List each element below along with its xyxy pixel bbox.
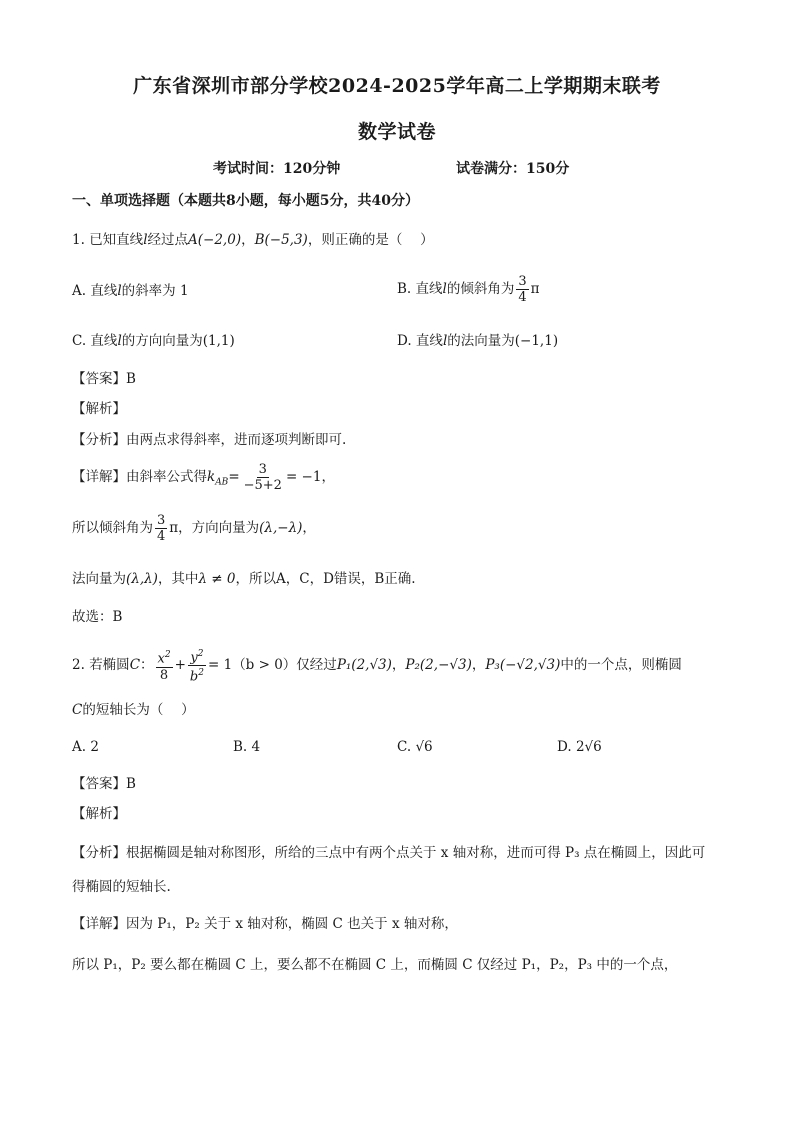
- q2-stem-line2: [72, 700, 195, 720]
- q1-line-symbol: l: [143, 232, 148, 248]
- q1-k-subscript: AB: [215, 477, 229, 488]
- q2-c-symbol: C: [72, 702, 83, 718]
- q1-option-b: [397, 270, 540, 308]
- q1-line2-mid: π，方向向量为: [169, 520, 260, 536]
- q1-option-d: [397, 331, 558, 351]
- q2-detail-1: 【详解】因为 P₁，P₂ 关于 x 轴对称，椭圆 C 也关于 x 轴对称，: [72, 916, 458, 932]
- q2-p3: P₃(−√2,√3): [485, 657, 561, 673]
- q1-answer: 【答案】B: [72, 371, 136, 387]
- q1-point-a: A(−2,0): [188, 232, 242, 248]
- q1-stem-b: 经过点: [147, 232, 189, 248]
- q2-answer: 【答案】B: [72, 776, 136, 792]
- q1-detail-equals: =: [228, 469, 240, 485]
- q2-stem-a: 若椭圆: [89, 657, 130, 673]
- q1-option-c: [72, 331, 235, 351]
- q1-option-c-value: (1,1): [202, 333, 235, 349]
- q2-plus: +: [174, 657, 186, 673]
- q2-option-d-label: D.: [557, 739, 572, 755]
- q2-p2: P₂(2,−√3): [405, 657, 472, 673]
- q1-line2-pre: 所以倾斜角为: [72, 520, 153, 536]
- q1-option-c-l: l: [117, 333, 122, 349]
- q2-option-d-value: 2√6: [575, 739, 602, 755]
- q1-option-a: [72, 281, 189, 301]
- q1-stem-c: ，则正确的是（ ）: [307, 232, 434, 248]
- q2-p1: P₁(2,√3): [336, 657, 392, 673]
- q1-option-b-pi: π: [530, 281, 540, 297]
- q1-line2-fraction: $\frac{3}{4}$: [157, 513, 166, 544]
- q2-fenxi-1: 【分析】根据椭圆是轴对称图形，所给的三点中有两个点关于 x 轴对称，进而可得 P₃ 点在椭圆上，因此可: [72, 845, 706, 861]
- q1-line3-pre: 法向量为: [72, 571, 126, 587]
- q1-fenxi: 【分析】由两点求得斜率，进而逐项判断即可.: [72, 432, 347, 448]
- q1-option-b-fraction: $\frac{3}{4}$: [518, 274, 527, 305]
- q1-option-c-label: C. 直线: [72, 333, 118, 349]
- q2-colon: ：: [140, 657, 154, 673]
- q2-option-c: [397, 737, 433, 757]
- q2-option-a: A. 2: [72, 739, 99, 755]
- q1-detail: [72, 459, 335, 501]
- q1-number: 1.: [72, 232, 85, 248]
- q2-eq: = 1: [207, 657, 233, 673]
- exam-time: 考试时间：120分钟: [213, 161, 341, 177]
- q2-fenxi-2: 得椭圆的短轴长.: [72, 879, 171, 895]
- q1-line2: [72, 510, 316, 546]
- q2-stem: [72, 646, 682, 684]
- q1-option-b-label: B. 直线: [397, 281, 443, 297]
- q1-direction-vector: (λ,−λ): [259, 520, 303, 536]
- q1-option-a-text: 的斜率为 1: [121, 283, 189, 299]
- q1-condition: λ ≠ 0: [198, 571, 236, 587]
- page-subtitle: 数学试卷: [357, 121, 436, 143]
- q2-stem-b: 中的一个点，则椭圆: [560, 657, 682, 673]
- full-score: 试卷满分：150分: [456, 161, 570, 177]
- q1-stem: [72, 230, 434, 250]
- q1-option-d-label: D. 直线: [397, 333, 443, 349]
- q1-slope-fraction: $\frac{3}{-5+2}$: [243, 462, 282, 493]
- q2-frac-x: $\frac{x^2}{8}$: [157, 650, 171, 683]
- q2-option-c-value: √6: [415, 739, 433, 755]
- q1-option-d-l: l: [442, 333, 448, 349]
- q1-line3-mid: ，其中: [157, 571, 199, 587]
- q1-comma: ，: [241, 232, 255, 248]
- q1-normal-vector: (λ,λ): [126, 571, 158, 587]
- q1-line3-end: ，所以A，C，D错误，B正确.: [235, 571, 416, 587]
- q1-option-c-text: 的方向向量为: [121, 333, 203, 349]
- q1-option-b-text: 的倾斜角为: [446, 281, 515, 297]
- q2-option-d: [557, 737, 602, 757]
- q2-analysis: 【解析】: [72, 806, 126, 822]
- q1-option-d-text: 的法向量为: [447, 333, 515, 349]
- q1-choose: 故选：B: [72, 609, 123, 625]
- q1-k-symbol: k: [207, 469, 216, 485]
- q1-option-a-label: A. 直线: [72, 283, 118, 299]
- q1-detail-text: 【详解】由斜率公式得: [72, 469, 207, 485]
- q2-stem-c: 的短轴长为（ ）: [82, 702, 195, 718]
- q1-detail-result: = −1，: [285, 469, 335, 485]
- q1-line2-end: ，: [302, 520, 316, 536]
- q1-stem-a: 已知直线: [89, 232, 144, 248]
- q1-analysis: 【解析】: [72, 401, 126, 417]
- q2-option-b: B. 4: [233, 739, 261, 755]
- q2-comma-1: ，: [391, 657, 406, 673]
- q2-number: 2.: [72, 657, 85, 673]
- q1-line3: [72, 569, 416, 589]
- q2-ellipse-c: C: [129, 657, 141, 673]
- q1-option-a-l: l: [117, 283, 122, 299]
- q2-option-c-label: C.: [397, 739, 412, 755]
- page-title: 广东省深圳市部分学校2024-2025学年高二上学期期末联考: [133, 75, 661, 97]
- q2-condition: （b > 0）仅经过: [232, 657, 337, 673]
- section-heading: 一、单项选择题（本题共8小题，每小题5分，共40分）: [72, 193, 419, 209]
- q1-option-b-l: l: [442, 281, 447, 297]
- q1-point-b: B(−5,3): [254, 232, 308, 248]
- q2-detail-2: 所以 P₁，P₂ 要么都在椭圆 C 上，要么都不在椭圆 C 上，而椭圆 C 仅经过 P₁，P₂，P₃ 中的一个点，: [72, 957, 678, 973]
- q1-option-d-value: (−1,1): [514, 333, 559, 349]
- q2-frac-y: $\frac{y^2}{b^2}$: [189, 648, 204, 685]
- q2-comma-2: ，: [471, 657, 486, 673]
